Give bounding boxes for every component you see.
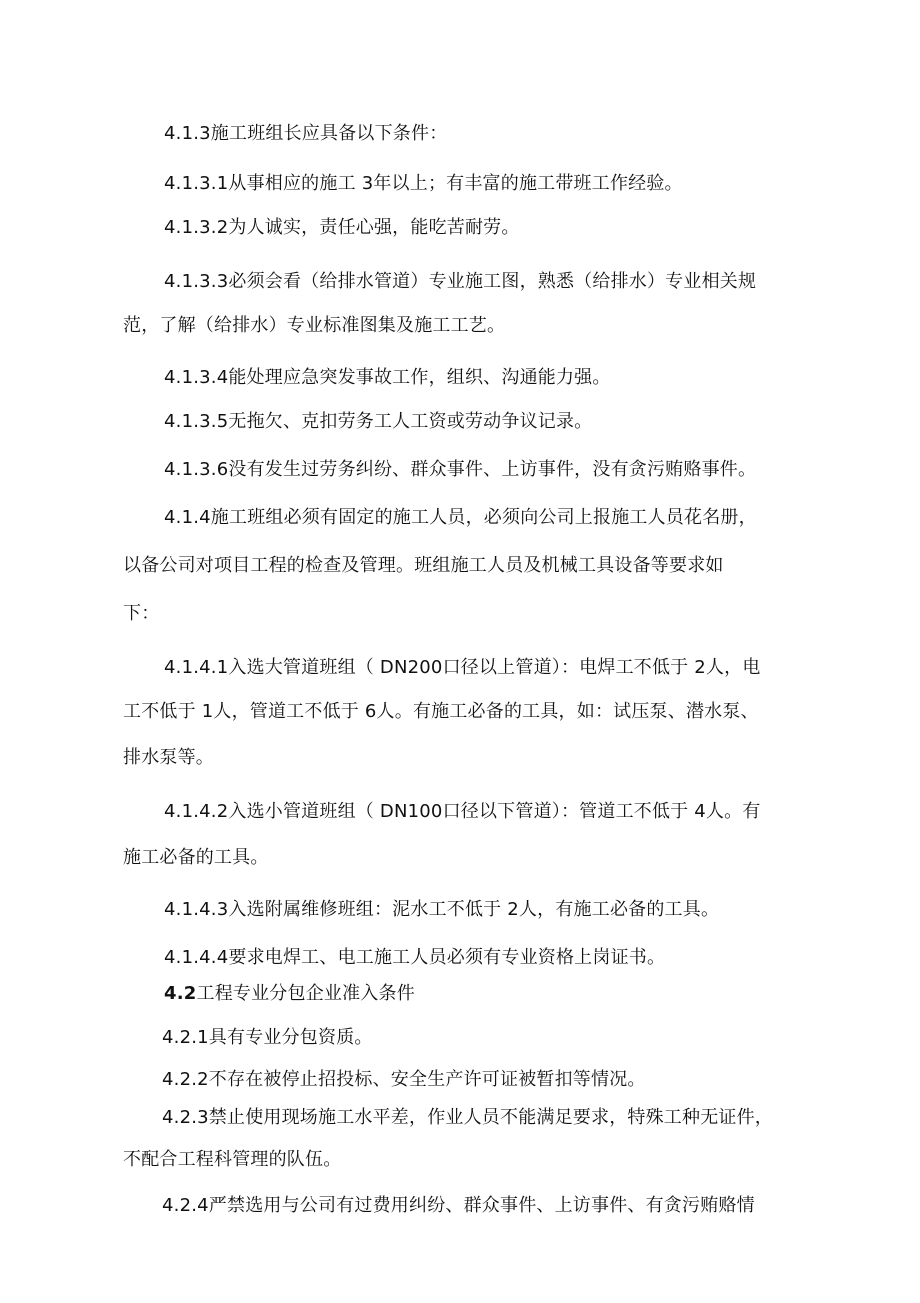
- clause-4-1-3-2: 4.1.3.2为人诚实，责任心强，能吃苦耐劳。: [164, 217, 520, 238]
- clause-4-1-4-continued-end: 下：: [123, 603, 160, 624]
- clause-4-1-3: 4.1.3施工班组长应具备以下条件：: [164, 123, 448, 144]
- clause-4-2-3-continued: 不配合工程科管理的队伍。: [123, 1149, 342, 1170]
- clause-4-2-3: 4.2.3禁止使用现场施工水平差，作业人员不能满足要求，特殊工种无证件，: [162, 1107, 773, 1128]
- clause-4-1-4: 4.1.4施工班组必须有固定的施工人员，必须向公司上报施工人员花名册，: [164, 507, 757, 528]
- clause-4-1-4-1-continued-end: 排水泵等。: [123, 747, 214, 768]
- clause-4-1-3-6: 4.1.3.6没有发生过劳务纠纷、群众事件、上访事件，没有贪污贿赂事件。: [164, 459, 757, 480]
- clause-4-1-3-1: 4.1.3.1从事相应的施工 3年以上；有丰富的施工带班工作经验。: [164, 173, 683, 194]
- section-4-2-heading: [164, 982, 415, 1006]
- section-number: 4.2: [164, 983, 197, 1004]
- clause-4-1-3-4: 4.1.3.4能处理应急突发事故工作，组织、沟通能力强。: [164, 367, 611, 388]
- clause-4-1-4-2-continued: 施工必备的工具。: [123, 847, 269, 868]
- clause-4-1-4-4: 4.1.4.4要求电焊工、电工施工人员必须有专业资格上岗证书。: [164, 947, 666, 968]
- clause-4-1-4-continued: 以备公司对项目工程的检查及管理。班组施工人员及机械工具设备等要求如: [123, 555, 724, 576]
- clause-4-1-4-2: 4.1.4.2入选小管道班组（ DN100口径以下管道）：管道工不低于 4人。有: [164, 801, 761, 822]
- clause-4-1-4-3: 4.1.4.3入选附属维修班组：泥水工不低于 2人，有施工必备的工具。: [164, 899, 720, 920]
- clause-4-1-3-3-continued: 范，了解（给排水）专业标准图集及施工工艺。: [123, 315, 506, 336]
- clause-4-2-2: 4.2.2不存在被停止招投标、安全生产许可证被暂扣等情况。: [162, 1069, 646, 1090]
- section-title: 工程专业分包企业准入条件: [196, 983, 415, 1004]
- clause-4-2-4: 4.2.4严禁选用与公司有过费用纠纷、群众事件、上访事件、有贪污贿赂情: [162, 1195, 755, 1216]
- clause-4-1-3-3: 4.1.3.3必须会看（给排水管道）专业施工图，熟悉（给排水）专业相关规: [164, 271, 757, 292]
- clause-4-2-1: 4.2.1具有专业分包资质。: [162, 1027, 373, 1048]
- clause-4-1-4-1-continued: 工不低于 1人，管道工不低于 6人。有施工必备的工具，如：试压泵、潜水泵、: [123, 701, 759, 722]
- clause-4-1-3-5: 4.1.3.5无拖欠、克扣劳务工人工资或劳动争议记录。: [164, 411, 593, 432]
- clause-4-1-4-1: 4.1.4.1入选大管道班组（ DN200口径以上管道）：电焊工不低于 2人，电: [164, 657, 761, 678]
